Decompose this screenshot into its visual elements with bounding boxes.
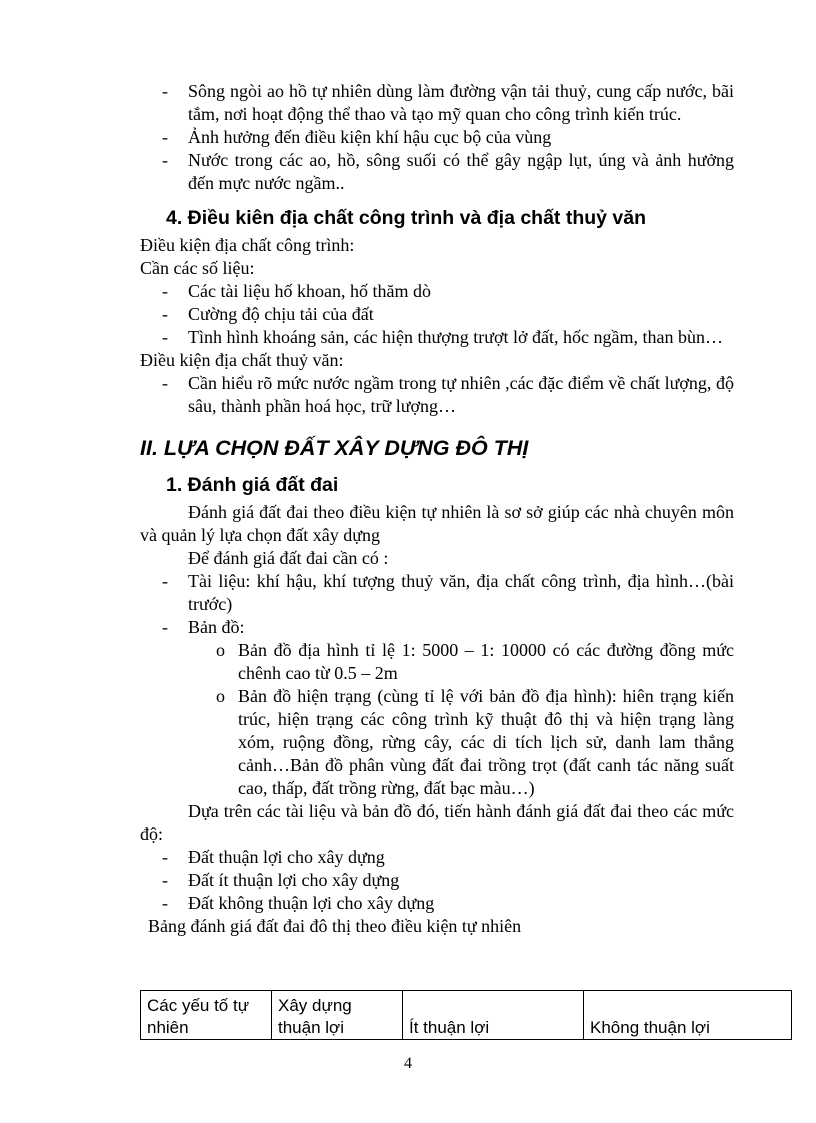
table-caption: Bảng đánh giá đất đai đô thị theo điều kiện tự nhiên	[148, 916, 522, 936]
paragraph: Để đánh giá đất đai cần có :	[188, 548, 389, 568]
table-header-cell: Các yếu tố tự nhiên	[141, 991, 272, 1040]
list-item: - Sông ngòi ao hồ tự nhiên dùng làm đường vận tải thuỷ, cung cấp nước, bãi tắm, nơi hoạt động thể thao và tạo mỹ quan cho công trình kiến trúc.	[162, 81, 734, 124]
page-content	[140, 80, 734, 938]
hydrogeology-label: Điều kiện địa chất thuỷ văn:	[140, 350, 344, 370]
list-item: - Cần hiểu rõ mức nước ngầm trong tự nhiên ,các đặc điểm về chất lượng, độ sâu, thành phần hoá học, trữ lượng…	[162, 373, 734, 416]
water-bullets	[140, 80, 734, 195]
list-item: - Nước trong các ao, hồ, sông suối có thể gây ngập lụt, úng và ảnh hưởng đến mực nước ngầm..	[162, 150, 734, 193]
table-header-cell: Không thuận lợi	[584, 991, 792, 1040]
requirements-bullets	[140, 570, 734, 639]
data-needed-label: Cần các số liệu:	[140, 258, 255, 278]
list-item: - Đất ít thuận lợi cho xây dựng	[162, 870, 400, 890]
table-header-row	[141, 991, 792, 1040]
table-header-cell: Ít thuận lợi	[403, 991, 584, 1040]
list-item: o Bản đồ hiện trạng (cùng tỉ lệ với bản đồ địa hình): hiên trạng kiến trúc, hiện trạng các công trình kỹ thuật đô thị và hiện trạng làng xóm, ruộng đồng, rừng cây, các di tích lịch sử, danh lam thắng cảnh…Bản đồ phân vùng đất đai trồng trọt (đất canh tác năng suất cao, thấp, đất trồng rừng, đất bạc màu…)	[216, 686, 734, 798]
list-item: - Đất thuận lợi cho xây dựng	[162, 847, 385, 867]
section-II-heading: II. LỰA CHỌN ĐẤT XÂY DỰNG ĐÔ THỊ	[140, 436, 529, 460]
hydrogeology-bullets	[140, 372, 734, 418]
list-item: - Các tài liệu hố khoan, hố thăm dò	[162, 281, 431, 301]
evaluation-table	[140, 990, 792, 1040]
list-item: - Ảnh hưởng đến điều kiện khí hậu cục bộ của vùng	[162, 127, 552, 147]
list-item: - Tài liệu: khí hậu, khí tượng thuỷ văn, địa chất công trình, địa hình…(bài trước)	[162, 571, 734, 614]
section-4-heading: 4. Điều kiên địa chất công trình và địa chất thuỷ văn	[166, 207, 647, 229]
levels-bullets	[140, 846, 734, 915]
list-item: - Bản đồ:	[162, 617, 245, 637]
list-item: - Tình hình khoáng sản, các hiện thượng trượt lở đất, hốc ngầm, than bùn…	[162, 327, 723, 347]
engineering-geology-label: Điều kiện địa chất công trình:	[140, 235, 355, 255]
paragraph: Dựa trên các tài liệu và bản đồ đó, tiến hành đánh giá đất đai theo các mức độ:	[140, 801, 734, 844]
paragraph: Đánh giá đất đai theo điều kiện tự nhiên là sơ sở giúp các nhà chuyên môn và quản lý lựa chọn đất xây dựng	[140, 502, 734, 545]
list-item: - Cường độ chịu tải của đất	[162, 304, 374, 324]
list-item: o Bản đồ địa hình tỉ lệ 1: 5000 – 1: 10000 có các đường đồng mức chênh cao từ 0.5 – 2m	[216, 640, 734, 683]
table-header-cell: Xây dựng thuận lợi	[272, 991, 403, 1040]
maps-sublist	[140, 639, 734, 800]
list-item: - Đất không thuận lợi cho xây dựng	[162, 893, 435, 913]
subsection-1-heading: 1. Đánh giá đất đai	[166, 474, 339, 496]
page-number: 4	[404, 1055, 412, 1072]
geology-bullets	[140, 280, 734, 349]
